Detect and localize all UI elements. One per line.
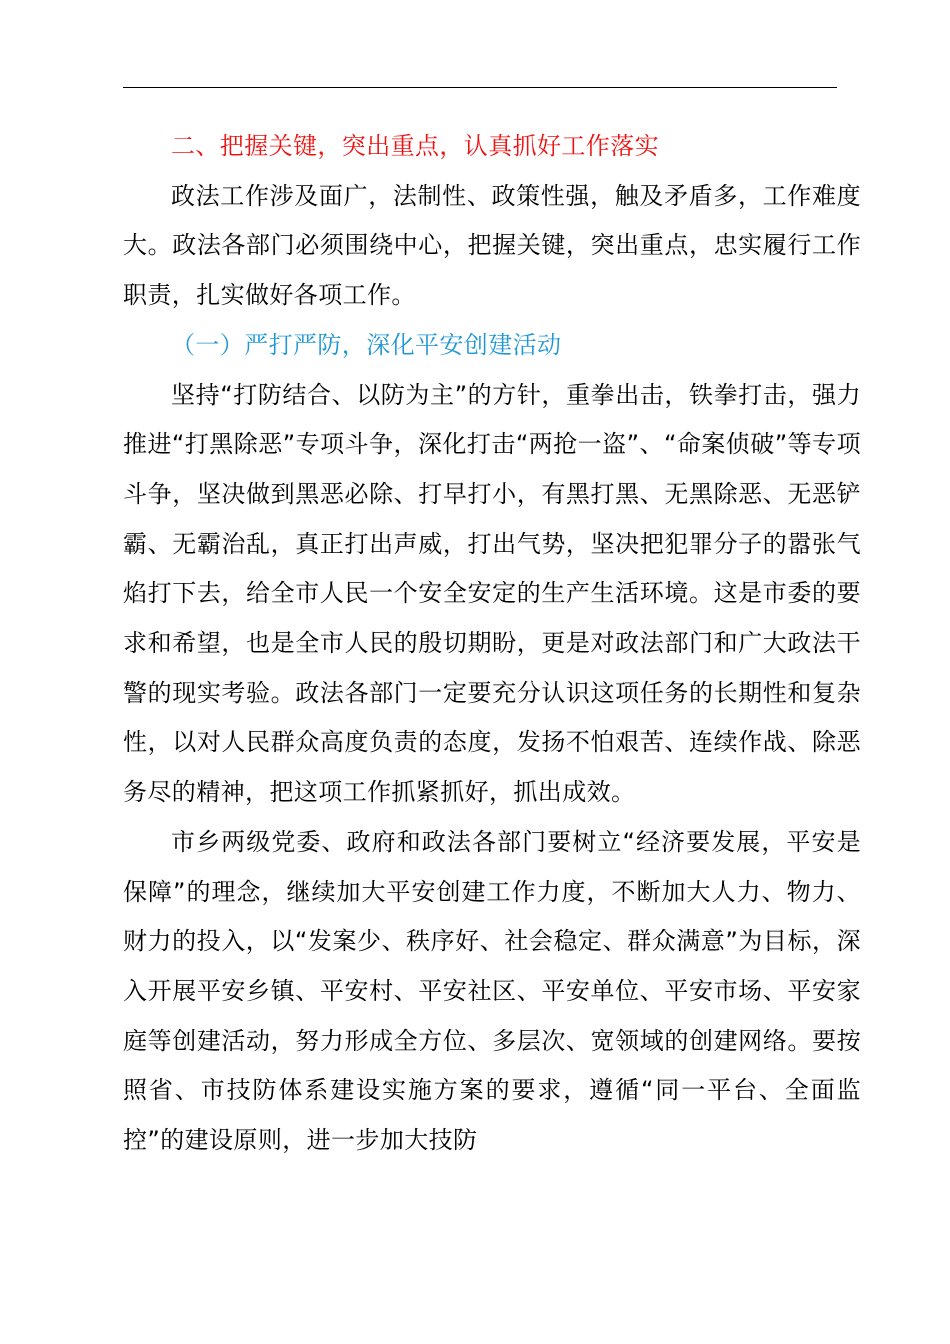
header-rule (123, 87, 837, 88)
subsection-heading: （一）严打严防，深化平安创建活动 (171, 330, 562, 359)
paragraph-intro: 政法工作涉及面广，法制性、政策性强，触及矛盾多，工作难度大。政法各部门必须围绕中心，把握关键，突出重点，忠实履行工作职责，扎实做好各项工作。 (123, 181, 861, 310)
paragraph-strike-hard: 坚持“打防结合、以防为主”的方针，重拳出击，铁拳打击，强力推进“打黑除恶”专项斗争，深化打击“两抢一盗”、“命案侦破”等专项斗争，坚决做到黑恶必除、打早打小，有黑打黑、无黑除恶、无恶铲霸、无霸治乱，真正打出声威，打出气势，坚决把犯罪分子的嚣张气焰打下去，给全市人民一个安全安定的生产生活环境。这是市委的要求和希望，也是全市人民的殷切期盼，更是对政法部门和广大政法干警的现实考验。政法各部门一定要充分认识这项任务的长期性和复杂性，以对人民群众高度负责的态度，发扬不怕艰苦、连续作战、除恶务尽的精神，把这项工作抓紧抓好，抓出成效。 (123, 380, 861, 807)
document-body (123, 122, 861, 1166)
section-heading: 二、把握关键，突出重点，认真抓好工作落实 (171, 132, 659, 160)
paragraph-safe-creation: 市乡两级党委、政府和政法各部门要树立“经济要发展，平安是保障”的理念，继续加大平安创建工作力度，不断加大人力、物力、财力的投入，以“发案少、秩序好、社会稳定、群众满意”为目标，深入开展平安乡镇、平安村、平安社区、平安单位、平安市场、平安家庭等创建活动，努力形成全方位、多层次、宽领域的创建网络。要按照省、市技防体系建设实施方案的要求，遵循“同一平台、全面监控”的建设原则，进一步加大技防 (123, 827, 861, 1155)
